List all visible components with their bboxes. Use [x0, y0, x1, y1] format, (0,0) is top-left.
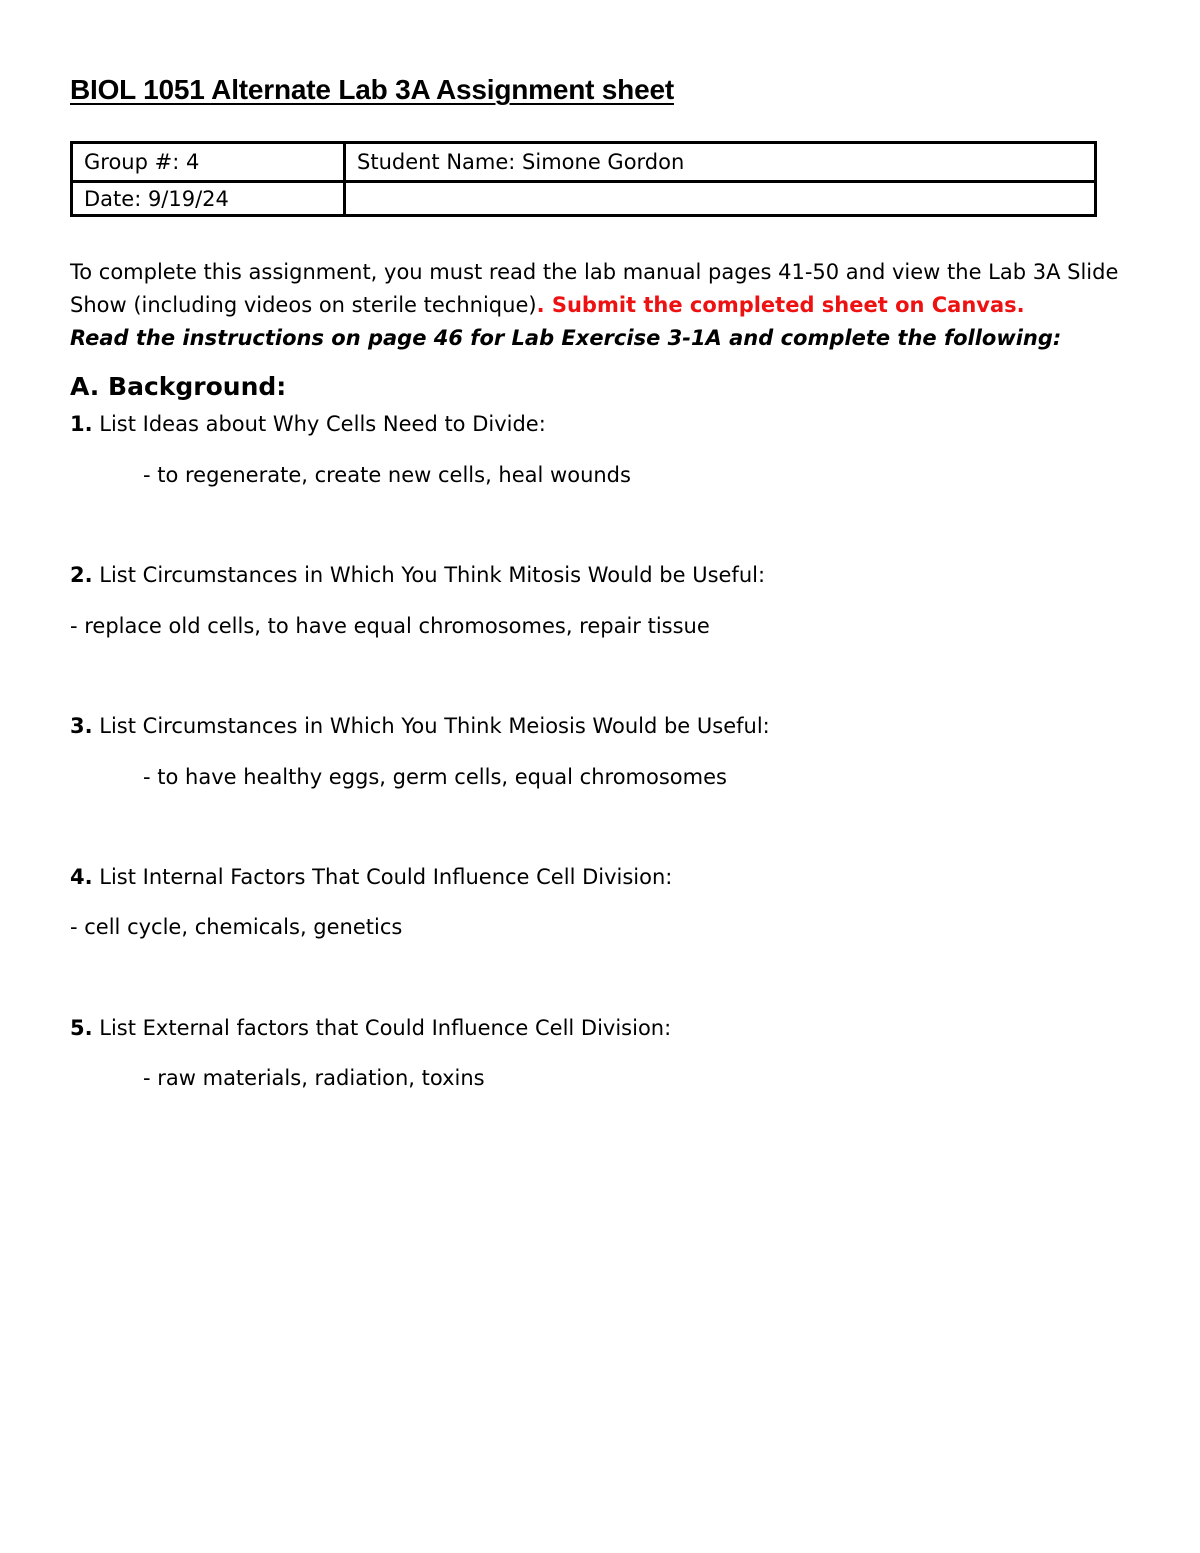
answer-5: - raw materials, radiation, toxins — [143, 1066, 485, 1090]
info-table — [70, 141, 1097, 217]
answer-3: - to have healthy eggs, germ cells, equal chromosomes — [143, 765, 727, 789]
question-number: 4. — [70, 865, 93, 889]
answer-1: - to regenerate, create new cells, heal wounds — [143, 463, 631, 487]
question-4 — [70, 865, 672, 889]
intro-paragraph — [70, 256, 1130, 355]
question-1 — [70, 412, 546, 436]
question-3 — [70, 714, 770, 738]
submit-notice: Submit the completed sheet on Canvas. — [544, 293, 1025, 317]
section-heading: A. Background: — [70, 372, 287, 401]
question-text: List External factors that Could Influence Cell Division: — [92, 1016, 672, 1040]
answer-4: - cell cycle, chemicals, genetics — [70, 915, 403, 939]
intro-text: To complete this assignment, you must read the lab manual pages 41-50 and view the Lab 3A Slide Show (including videos on sterile technique) — [70, 260, 1119, 317]
question-text: List Circumstances in Which You Think Mitosis Would be Useful: — [92, 563, 766, 587]
question-text: List Internal Factors That Could Influence Cell Division: — [92, 865, 673, 889]
question-number: 5. — [70, 1016, 93, 1040]
answer-2: - replace old cells, to have equal chromosomes, repair tissue — [70, 614, 710, 638]
page-title: BIOL 1051 Alternate Lab 3A Assignment sheet — [70, 74, 674, 105]
question-2 — [70, 563, 765, 587]
student-name-cell: Student Name: Simone Gordon — [357, 150, 685, 174]
question-number: 3. — [70, 714, 93, 738]
question-text: List Ideas about Why Cells Need to Divide: — [92, 412, 546, 436]
question-5 — [70, 1016, 671, 1040]
empty-cell — [346, 183, 1094, 214]
group-cell: Group #: 4 — [84, 150, 200, 174]
question-text: List Circumstances in Which You Think Meiosis Would be Useful: — [92, 714, 770, 738]
instructions-text: Read the instructions on page 46 for Lab Exercise 3-1A and complete the following: — [70, 326, 1062, 350]
question-number: 1. — [70, 412, 93, 436]
date-cell: Date: 9/19/24 — [84, 186, 229, 211]
question-number: 2. — [70, 563, 93, 587]
intro-period: . — [536, 293, 545, 317]
